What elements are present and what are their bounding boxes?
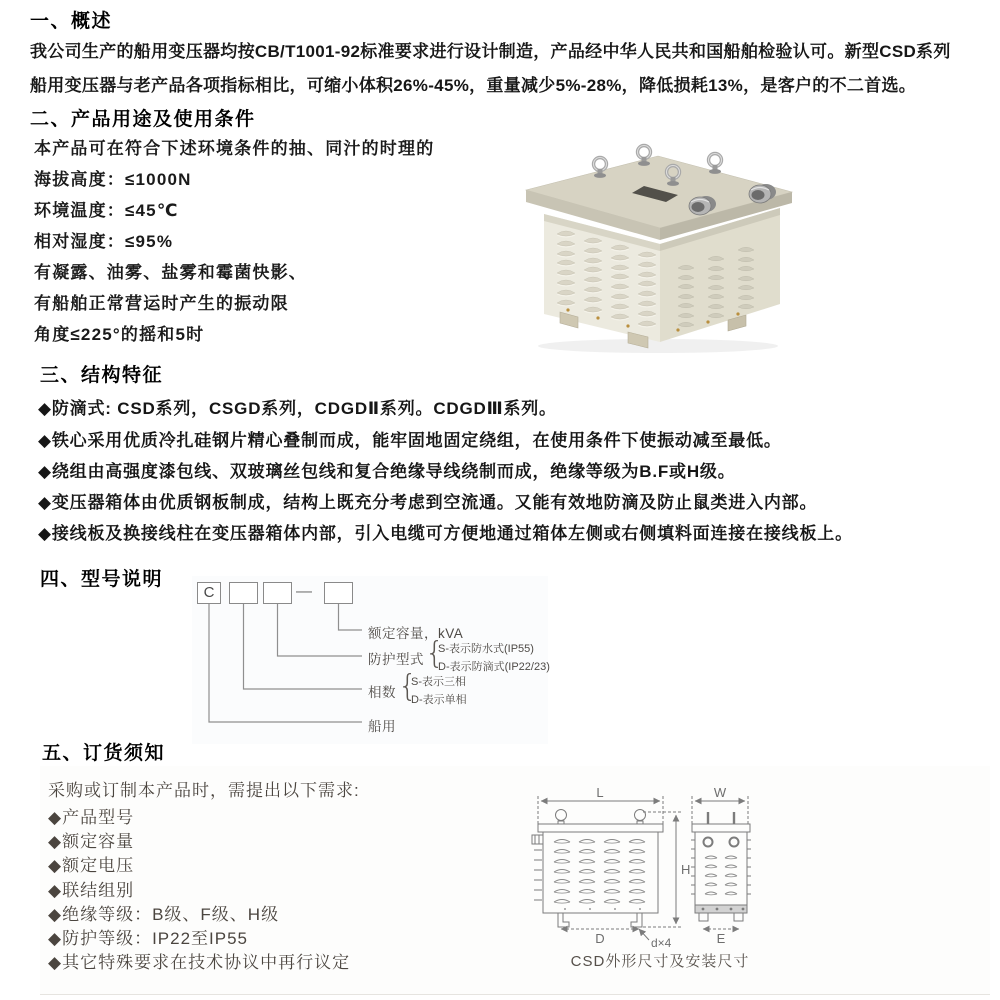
- section3-bullet: ◆铁心采用优质冷扎硅钢片精心叠制而成，能牢固地固定绕组，在使用条件下使振动减至最低。: [38, 431, 782, 450]
- protection-label: 防护型式: [368, 652, 424, 667]
- side-view-louvers: [705, 856, 737, 895]
- section1-heading: 一、概述: [30, 11, 113, 32]
- section2-line: 本产品可在符合下述环境条件的抽、同汁的时理的: [34, 139, 435, 158]
- section2-line: 有凝露、油雾、盐雾和霉菌快影、: [34, 263, 307, 282]
- section3-bullet: ◆防滴式: CSD系列，CSGD系列，CDGDⅡ系列。CDGDⅢ系列。: [38, 399, 557, 418]
- protection-brace: {: [425, 636, 445, 671]
- section3-heading: 三、结构特征: [40, 365, 164, 386]
- protection-option: D-表示防滴式(IP22/23): [438, 661, 550, 673]
- section5-bullet: ◆其它特殊要求在技术协议中再行议定: [48, 953, 351, 972]
- transformer-photo: [508, 134, 804, 356]
- capacity-label: 额定容量，kVA: [368, 626, 464, 641]
- dim-H: H: [681, 862, 691, 877]
- dim-L: L: [596, 785, 604, 800]
- drawing-caption: CSD外形尺寸及安装尺寸: [570, 953, 750, 970]
- section5-intro: 采购或订制本产品时，需提出以下需求:: [48, 781, 360, 800]
- phase-option: D-表示单相: [411, 694, 467, 706]
- section2-line: 环境温度：≤45℃: [34, 201, 179, 220]
- front-view-louvers: [554, 840, 645, 910]
- dim-d4: d×4: [651, 936, 672, 950]
- section5-heading: 五、订货须知: [42, 743, 166, 764]
- section3-bullet: ◆变压器箱体由优质钢板制成，结构上既充分考虑到空流通。又能有效地防滴及防止鼠类进入内部。: [38, 493, 818, 512]
- side-view: [691, 796, 751, 929]
- section5-bullet: ◆绝缘等级：B级、F级、H级: [48, 905, 280, 924]
- section3-bullet: ◆绕组由高强度漆包线、双玻璃丝包线和复合绝缘导线绕制而成，绝缘等级为B.F或H级。: [38, 462, 736, 481]
- model-box-protection: [263, 582, 292, 604]
- model-box-prefix: C: [197, 582, 221, 604]
- phase-label: 相数: [368, 685, 396, 700]
- phase-option: S-表示三相: [411, 676, 466, 688]
- dim-E: E: [716, 931, 726, 946]
- section5-bullet: ◆联结组别: [48, 881, 135, 900]
- section4-heading: 四、型号说明: [40, 569, 164, 590]
- section2-line: 角度≤225°的摇和5时: [34, 325, 205, 344]
- model-box-capacity: [324, 582, 353, 604]
- section2-line: 海拔高度：≤1000N: [34, 170, 192, 189]
- section3-bullet: ◆接线板及换接线柱在变压器箱体内部，引入电缆可方便地通过箱体左侧或右侧填料面连接在接线板上。: [38, 524, 853, 543]
- protection-option: S-表示防水式(IP55): [438, 643, 534, 655]
- section2-heading: 二、产品用途及使用条件: [30, 109, 256, 130]
- section2-line: 有船舶正常营运时产生的振动限: [34, 294, 289, 313]
- dim-W: W: [713, 785, 727, 800]
- front-view: [532, 796, 682, 940]
- section5-bullet: ◆防护等级：IP22至IP55: [48, 929, 249, 948]
- model-code-diagram: [192, 576, 548, 744]
- section5-bullet: ◆产品型号: [48, 808, 135, 827]
- model-box-phase: [229, 582, 258, 604]
- section5-bullet: ◆额定电压: [48, 856, 135, 875]
- section2-line: 相对湿度：≤95%: [34, 232, 174, 251]
- dim-D: D: [595, 931, 605, 946]
- section5-bullet: ◆额定容量: [48, 832, 135, 851]
- section1-paragraph-line2: 船用变压器与老产品各项指标相比，可缩小体积26%-45%，重量减少5%-28%，降低损耗13%，是客户的不二首选。: [30, 76, 917, 95]
- marine-label: 船用: [368, 719, 396, 734]
- phase-brace: {: [398, 669, 418, 704]
- dimension-drawing: [505, 778, 805, 950]
- model-code-dash: —: [296, 583, 312, 600]
- section1-paragraph-line1: 我公司生产的船用变压器均按CB/T1001-92标准要求进行设计制造，产品经中华人民共和国船舶检验认可。新型CSD系列: [30, 42, 951, 61]
